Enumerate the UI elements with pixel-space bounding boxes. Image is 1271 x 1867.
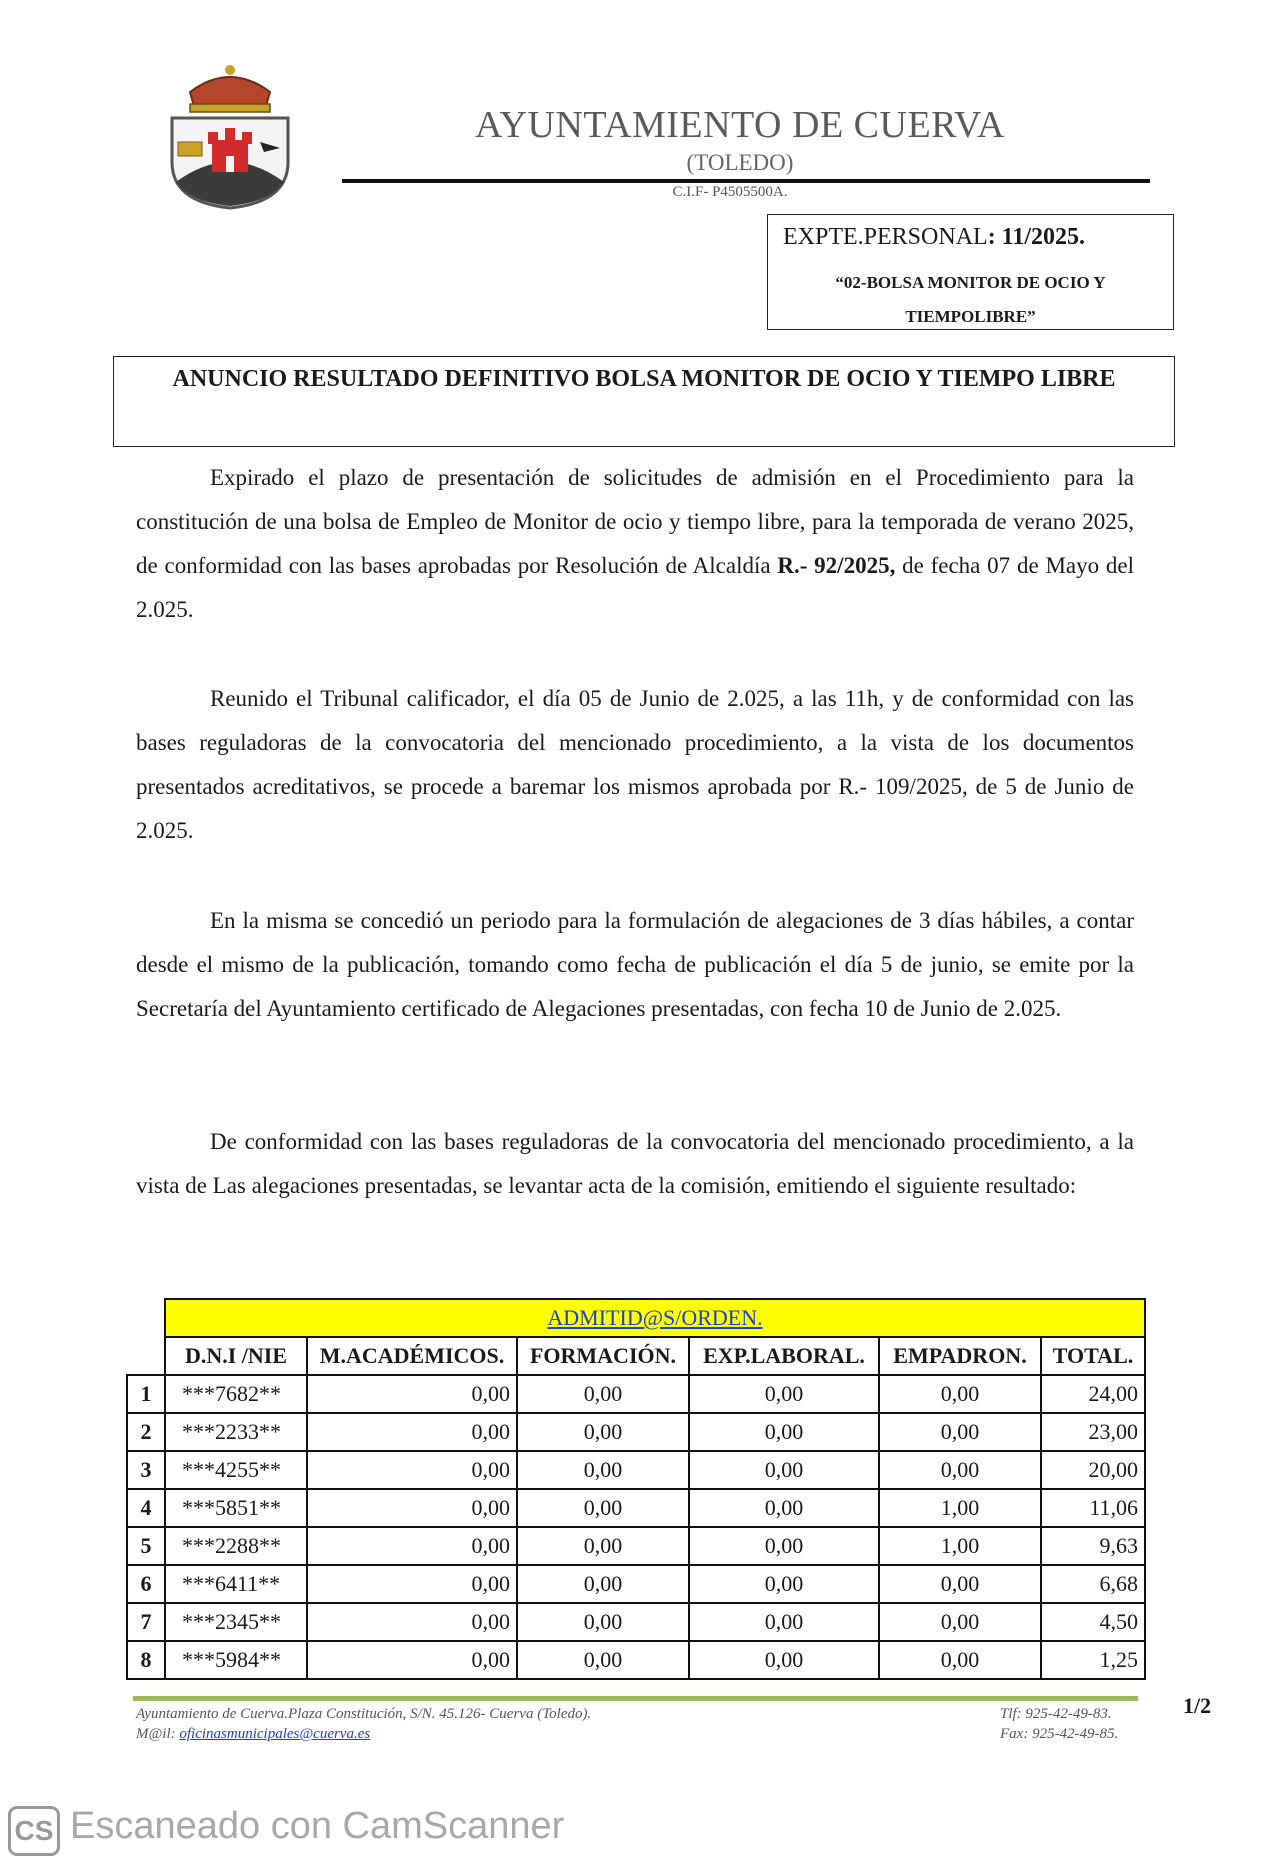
footer-address: Ayuntamiento de Cuerva.Plaza Constitución, S/N. 45.126- Cuerva (Toledo). bbox=[136, 1706, 592, 1722]
expediente-reference bbox=[783, 224, 1085, 251]
footer-email-link[interactable]: oficinasmunicipales@cuerva.es bbox=[179, 1726, 371, 1742]
laboral-cell: 0,00 bbox=[689, 1565, 879, 1603]
total-cell: 9,63 bbox=[1041, 1527, 1145, 1565]
laboral-cell: 0,00 bbox=[689, 1603, 879, 1641]
formacion-cell: 0,00 bbox=[517, 1489, 689, 1527]
academicos-cell: 0,00 bbox=[307, 1489, 517, 1527]
expediente-label: EXPTE.PERSONAL bbox=[783, 224, 988, 250]
table-banner: ADMITID@S/ORDEN. bbox=[165, 1299, 1145, 1337]
footer-rule bbox=[133, 1696, 1138, 1701]
total-cell: 1,25 bbox=[1041, 1641, 1145, 1679]
empadron-cell: 0,00 bbox=[879, 1603, 1041, 1641]
table-row bbox=[127, 1413, 1145, 1451]
cif-label: C.I.F- P4505500A. bbox=[672, 184, 788, 200]
dni-cell: ***2345** bbox=[165, 1603, 307, 1641]
laboral-cell: 0,00 bbox=[689, 1527, 879, 1565]
total-cell: 24,00 bbox=[1041, 1375, 1145, 1413]
organization-subtitle: (TOLEDO) bbox=[686, 150, 794, 175]
coat-of-arms-icon bbox=[160, 62, 300, 212]
total-cell: 4,50 bbox=[1041, 1603, 1145, 1641]
laboral-cell: 0,00 bbox=[689, 1489, 879, 1527]
academicos-cell: 0,00 bbox=[307, 1375, 517, 1413]
expediente-subject-line: “02-BOLSA MONITOR DE OCIO Y bbox=[835, 273, 1106, 292]
footer-fax: Fax: 925-42-49-85. bbox=[1000, 1726, 1119, 1742]
dni-cell: ***5984** bbox=[165, 1641, 307, 1679]
expediente-subject-line: TIEMPOLIBRE” bbox=[905, 307, 1036, 326]
table-row bbox=[127, 1489, 1145, 1527]
academicos-cell: 0,00 bbox=[307, 1565, 517, 1603]
total-cell: 23,00 bbox=[1041, 1413, 1145, 1451]
dni-cell: ***4255** bbox=[165, 1451, 307, 1489]
table-row bbox=[127, 1565, 1145, 1603]
table-row bbox=[127, 1375, 1145, 1413]
empadron-cell: 0,00 bbox=[879, 1375, 1041, 1413]
dni-cell: ***5851** bbox=[165, 1489, 307, 1527]
formacion-cell: 0,00 bbox=[517, 1413, 689, 1451]
laboral-cell: 0,00 bbox=[689, 1451, 879, 1489]
page-number: 1/2 bbox=[1183, 1693, 1212, 1718]
empadron-cell: 0,00 bbox=[879, 1413, 1041, 1451]
column-header: D.N.I /NIE bbox=[165, 1337, 307, 1375]
row-number: 5 bbox=[127, 1527, 165, 1565]
results-table bbox=[126, 1298, 1146, 1680]
row-number: 7 bbox=[127, 1603, 165, 1641]
dni-cell: ***7682** bbox=[165, 1375, 307, 1413]
formacion-cell: 0,00 bbox=[517, 1603, 689, 1641]
empadron-cell: 0,00 bbox=[879, 1641, 1041, 1679]
paragraph: Reunido el Tribunal calificador, el día 05 de Junio de 2.025, a las 11h, y de conformidad con las bases reguladoras de la convocatoria del mencionado procedimiento, a la vista de los documentos presentados acreditativos, se procede a baremar los mismos aprobada por R.- 109/2025, de 5 de Junio de 2.025. bbox=[136, 686, 1134, 843]
dni-cell: ***2288** bbox=[165, 1527, 307, 1565]
academicos-cell: 0,00 bbox=[307, 1603, 517, 1641]
table-body bbox=[127, 1375, 1145, 1679]
formacion-cell: 0,00 bbox=[517, 1565, 689, 1603]
column-header: TOTAL. bbox=[1041, 1337, 1145, 1375]
table-row bbox=[127, 1603, 1145, 1641]
total-cell: 20,00 bbox=[1041, 1451, 1145, 1489]
formacion-cell: 0,00 bbox=[517, 1451, 689, 1489]
row-number: 1 bbox=[127, 1375, 165, 1413]
camscanner-watermark: Escaneado con CamScanner bbox=[70, 1805, 565, 1847]
table-row bbox=[127, 1641, 1145, 1679]
formacion-cell: 0,00 bbox=[517, 1375, 689, 1413]
column-header: M.ACADÉMICOS. bbox=[307, 1337, 517, 1375]
dni-cell: ***6411** bbox=[165, 1565, 307, 1603]
empadron-cell: 1,00 bbox=[879, 1489, 1041, 1527]
resolution-ref: R.- 92/2025, bbox=[777, 553, 896, 578]
paragraph: En la misma se concedió un periodo para la formulación de alegaciones de 3 días hábiles, a contar desde el mismo de la publicación, tomando como fecha de publicación el día 5 de junio, se emite por la Secretaría del Ayuntamiento certificado de Alegaciones presentadas, con fecha 10 de Junio de 2.025. bbox=[136, 908, 1134, 1021]
row-number: 2 bbox=[127, 1413, 165, 1451]
empadron-cell: 1,00 bbox=[879, 1527, 1041, 1565]
academicos-cell: 0,00 bbox=[307, 1413, 517, 1451]
dni-cell: ***2233** bbox=[165, 1413, 307, 1451]
formacion-cell: 0,00 bbox=[517, 1527, 689, 1565]
row-number: 4 bbox=[127, 1489, 165, 1527]
paragraph bbox=[136, 456, 1134, 632]
row-number: 6 bbox=[127, 1565, 165, 1603]
row-number: 8 bbox=[127, 1641, 165, 1679]
laboral-cell: 0,00 bbox=[689, 1641, 879, 1679]
column-header: FORMACIÓN. bbox=[517, 1337, 689, 1375]
paragraph-text: de fecha 07 de Mayo del 2.025. bbox=[136, 553, 1134, 622]
academicos-cell: 0,00 bbox=[307, 1451, 517, 1489]
row-number: 3 bbox=[127, 1451, 165, 1489]
header-rule bbox=[342, 179, 1150, 183]
footer-email-label: M@il: bbox=[136, 1726, 180, 1742]
table-row bbox=[127, 1451, 1145, 1489]
total-cell: 6,68 bbox=[1041, 1565, 1145, 1603]
empadron-cell: 0,00 bbox=[879, 1565, 1041, 1603]
total-cell: 11,06 bbox=[1041, 1489, 1145, 1527]
paragraph: De conformidad con las bases reguladoras de la convocatoria del mencionado procedimiento, a la vista de Las alegaciones presentadas, se levantar acta de la comisión, emitiendo el siguiente resultado: bbox=[136, 1129, 1134, 1198]
table-row bbox=[127, 1527, 1145, 1565]
column-header: EMPADRON. bbox=[879, 1337, 1041, 1375]
laboral-cell: 0,00 bbox=[689, 1375, 879, 1413]
announcement-title: ANUNCIO RESULTADO DEFINITIVO BOLSA MONITOR DE OCIO Y TIEMPO LIBRE bbox=[172, 366, 1116, 392]
paragraph-text: Expirado el plazo de presentación de solicitudes de admisión en el Procedimiento para la constitución de una bolsa de Empleo de Monitor de ocio y tiempo libre, para la temporada de verano 2025, de conformidad con las bases aprobadas por Resolución de Alcaldía bbox=[136, 465, 1134, 578]
expediente-subject bbox=[767, 266, 1174, 334]
camscanner-logo-icon: CS bbox=[8, 1806, 60, 1856]
footer-phone: Tlf: 925-42-49-83. bbox=[1000, 1706, 1112, 1722]
footer-email-line bbox=[136, 1726, 370, 1743]
expediente-number: : 11/2025. bbox=[987, 224, 1086, 250]
column-header: EXP.LABORAL. bbox=[689, 1337, 879, 1375]
academicos-cell: 0,00 bbox=[307, 1641, 517, 1679]
organization-title: AYUNTAMIENTO DE CUERVA bbox=[475, 104, 1005, 146]
formacion-cell: 0,00 bbox=[517, 1641, 689, 1679]
academicos-cell: 0,00 bbox=[307, 1527, 517, 1565]
laboral-cell: 0,00 bbox=[689, 1413, 879, 1451]
empadron-cell: 0,00 bbox=[879, 1451, 1041, 1489]
